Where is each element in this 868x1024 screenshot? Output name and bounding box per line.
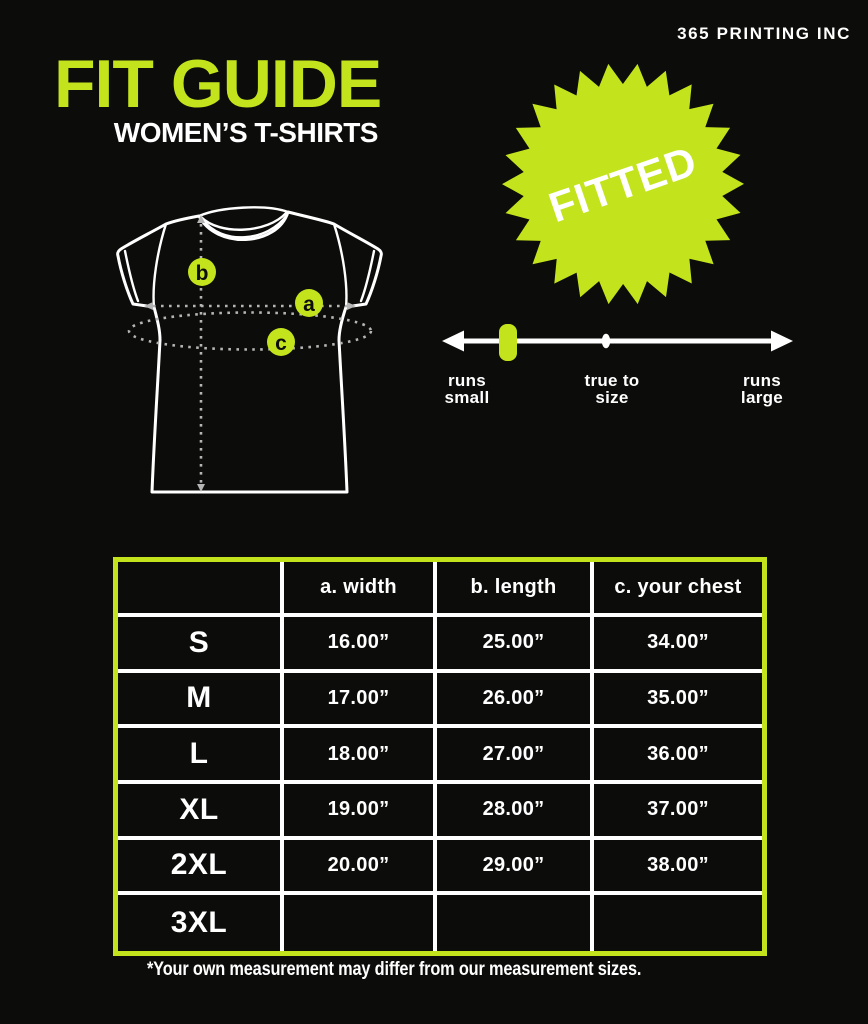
width-arrow-left [144, 302, 153, 310]
size-chart-table [113, 557, 767, 956]
col-header-length: b. length [437, 562, 594, 617]
fitted-badge [497, 56, 749, 312]
chest-cell-s: 34.00” [594, 617, 762, 673]
width-cell-3xl [284, 895, 437, 951]
brand-text: 365 PRINTING INC [677, 24, 851, 43]
chest-cell-l: 36.00” [594, 728, 762, 784]
page-subtitle: WOMEN’S T-SHIRTS [113, 117, 378, 148]
scale-label-line: small [444, 388, 490, 407]
width-cell-l: 18.00” [284, 728, 437, 784]
length-cell-3xl [437, 895, 594, 951]
fit-scale-arrow-right [771, 331, 793, 352]
tshirt-armhole-left [154, 224, 166, 307]
scale-label-line: runs [742, 371, 782, 390]
tshirt-diagram [100, 195, 400, 507]
width-cell-2xl: 20.00” [284, 840, 437, 896]
tshirt-collar-back [199, 207, 288, 216]
col-header-chest: c. your chest [594, 562, 762, 617]
size-cell-2xl: 2XL [118, 840, 284, 896]
tshirt-armhole-right [334, 224, 346, 307]
size-cell-s: S [118, 617, 284, 673]
length-cell-2xl: 29.00” [437, 840, 594, 896]
fit-scale-arrow-left [442, 331, 464, 352]
length-cell-xl: 28.00” [437, 784, 594, 840]
fit-scale [430, 318, 805, 368]
length-cell-m: 26.00” [437, 673, 594, 729]
col-header-width: a. width [284, 562, 437, 617]
scale-label-line: large [740, 388, 784, 407]
scale-label-true-to-size [562, 372, 662, 406]
page-title: FIT GUIDE [54, 46, 382, 122]
chest-cell-m: 35.00” [594, 673, 762, 729]
length-cell-s: 25.00” [437, 617, 594, 673]
col-header-size [118, 562, 284, 617]
fitted-badge-label: FITTED [543, 136, 703, 232]
point-c-label: c [275, 332, 287, 355]
point-b-label: b [195, 262, 209, 285]
scale-label-line: size [595, 388, 629, 407]
chest-cell-xl: 37.00” [594, 784, 762, 840]
chest-measure-ellipse [129, 313, 371, 350]
scale-label-runs-small [427, 372, 507, 406]
width-cell-m: 17.00” [284, 673, 437, 729]
chest-cell-3xl [594, 895, 762, 951]
width-cell-xl: 19.00” [284, 784, 437, 840]
size-cell-m: M [118, 673, 284, 729]
size-cell-3xl: 3XL [118, 895, 284, 951]
scale-label-runs-large [712, 372, 812, 406]
width-arrow-right [347, 302, 356, 310]
size-cell-xl: XL [118, 784, 284, 840]
size-cell-l: L [118, 728, 284, 784]
chest-cell-2xl: 38.00” [594, 840, 762, 896]
scale-label-line: true to [584, 371, 640, 390]
footnote: *Your own measurement may differ from our measurement sizes. [147, 959, 642, 980]
scale-label-line: runs [447, 371, 487, 390]
true-to-size-dot [602, 334, 610, 348]
width-cell-s: 16.00” [284, 617, 437, 673]
point-a-label: a [303, 293, 315, 316]
fit-scale-marker [499, 324, 517, 361]
length-cell-l: 27.00” [437, 728, 594, 784]
